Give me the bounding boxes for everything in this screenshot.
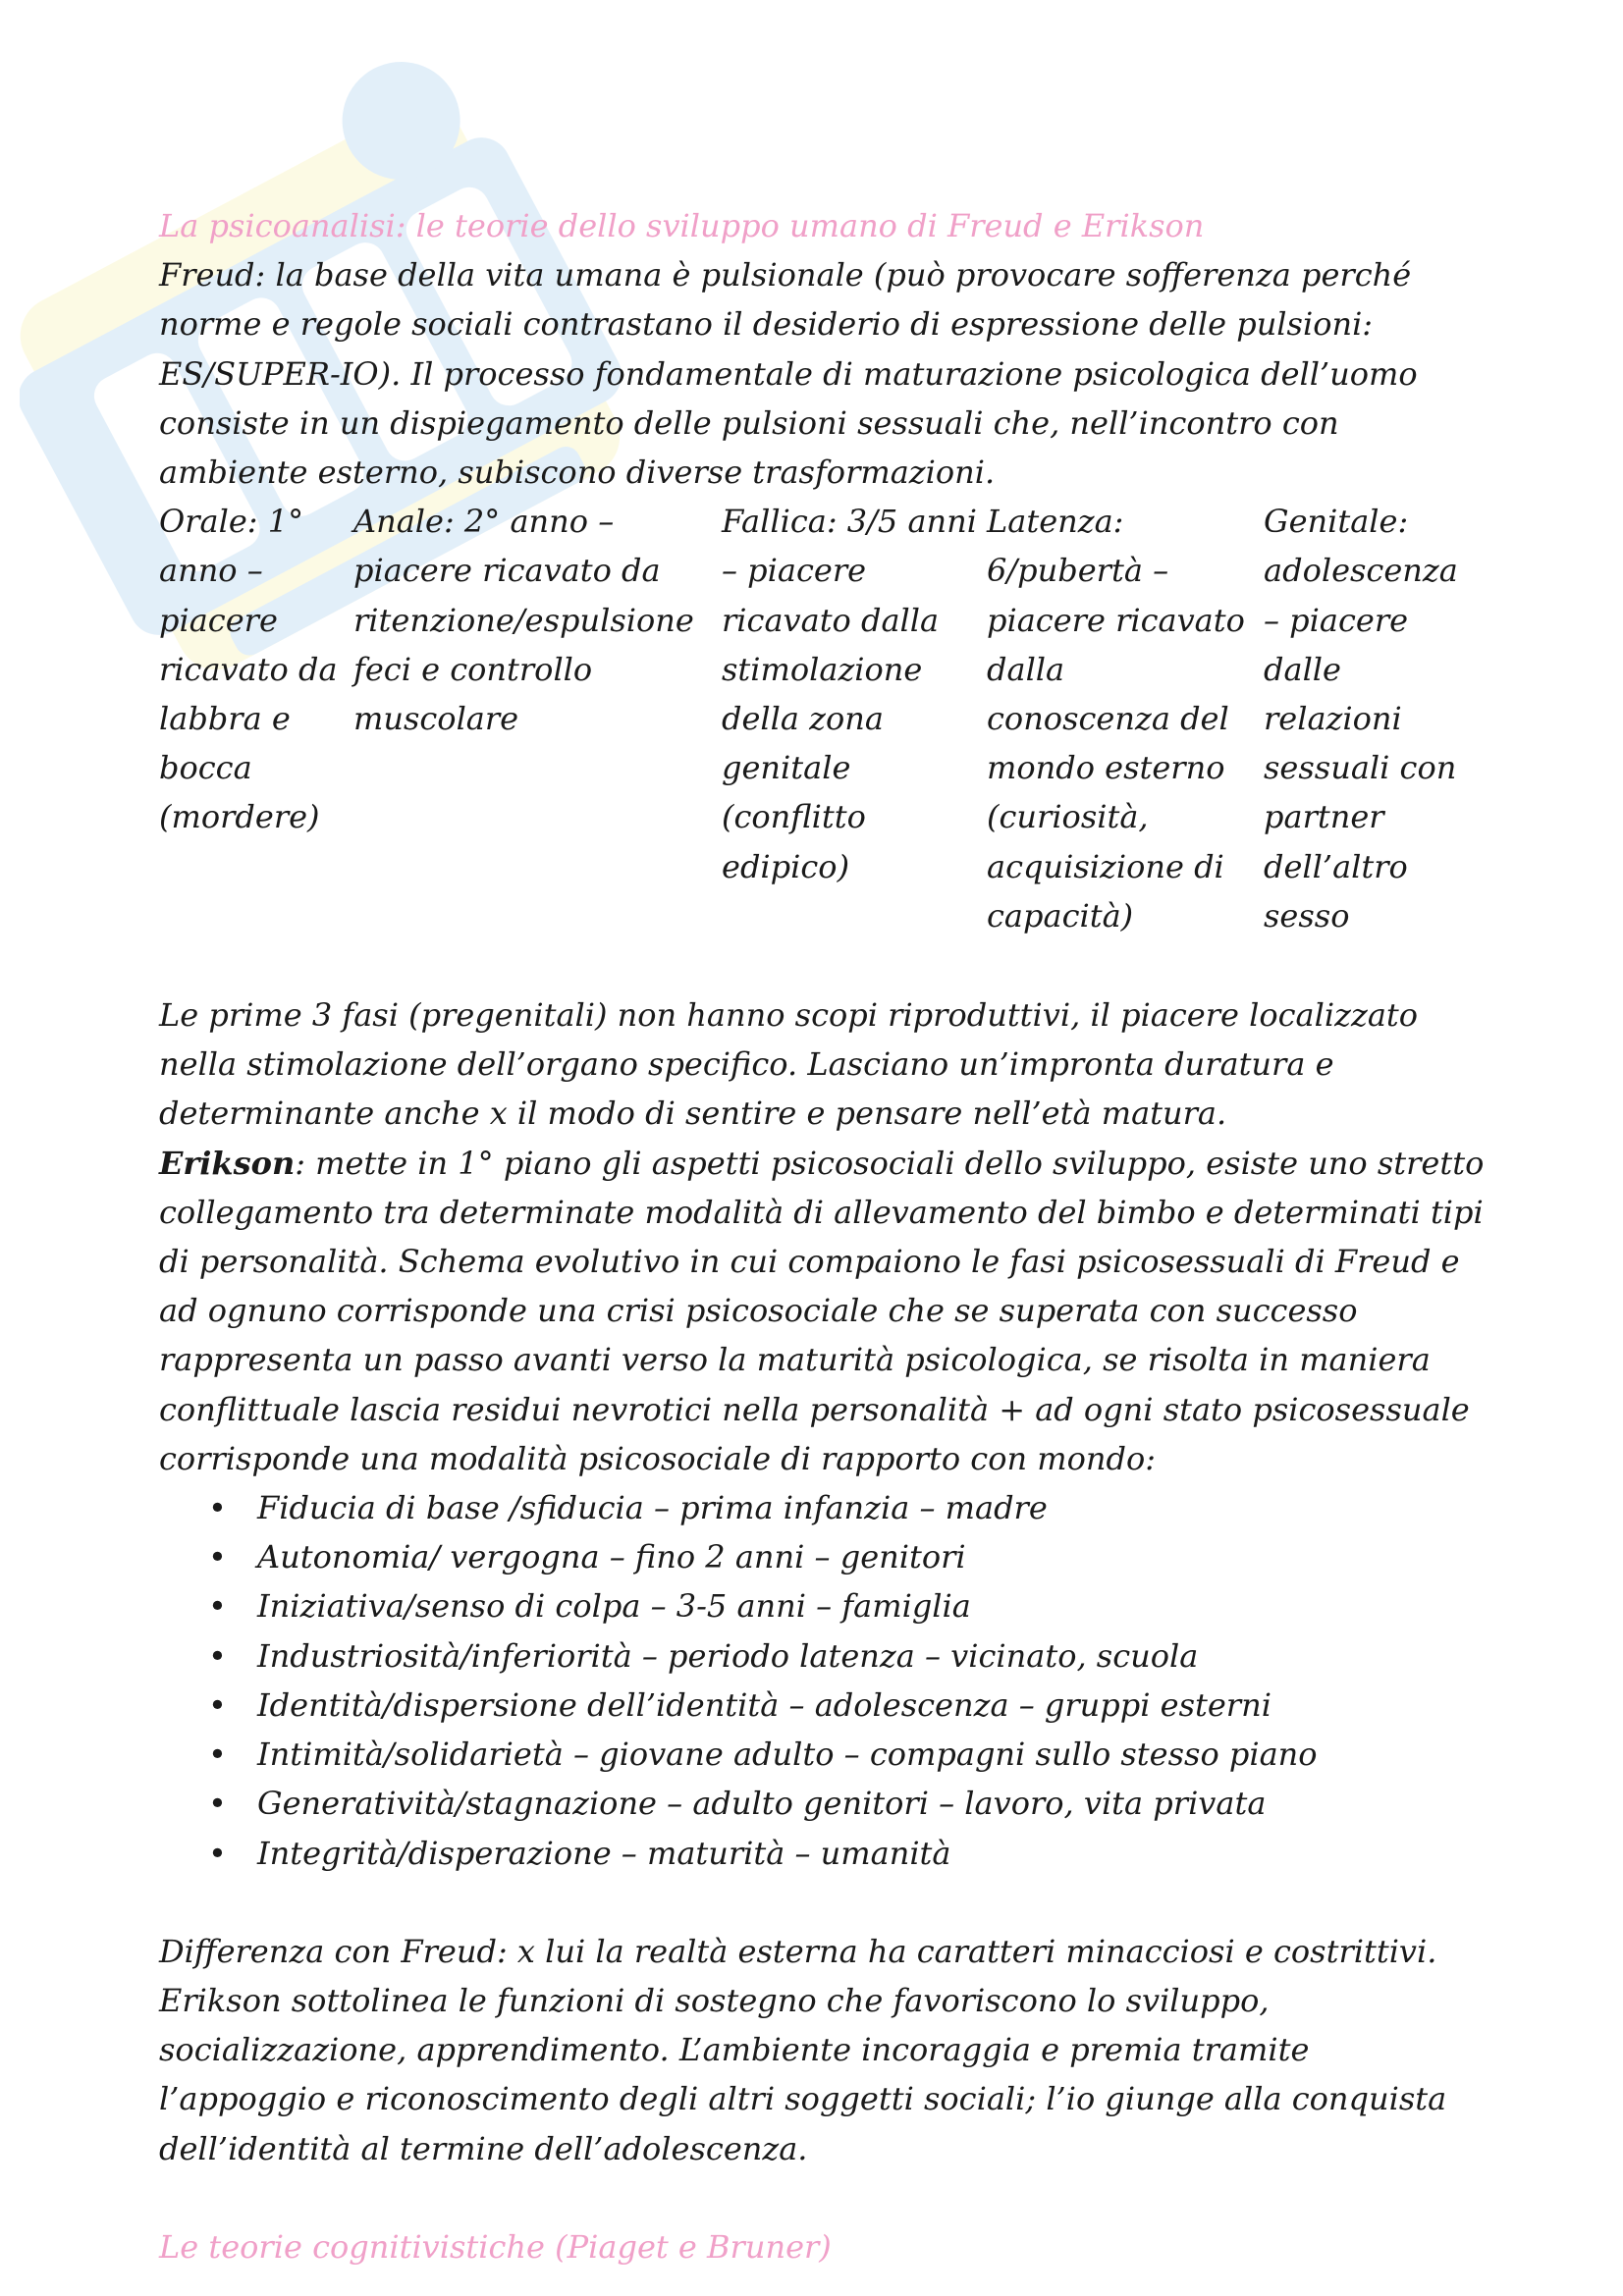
erikson-text: : mette in 1° piano gli aspetti psicosociali dello sviluppo, esiste uno stretto collegamento tra determinate modalità di allevamento del bimbo e determinati tipi di personalità. Schema evolutivo in cui compaiono le fasi psicosessuali di Freud e ad ognuno corrisponde una crisi psicosociale che se superata con successo rappresenta un passo avanti verso la maturità psicologica, se risolta in maniera conflittuale lascia residui nevrotici nella personalità + ad ogni stato psicosessuale corrisponde una modalità psicosociale di rapporto con mondo: — [159, 1144, 1485, 1477]
list-item: • Identità/dispersione dell’identità – adolescenza – gruppi esterni — [159, 1681, 1485, 1730]
freud-intro-paragraph: Freud: la base della vita umana è pulsionale (può provocare sofferenza perché norme e regole sociali contrastano il desiderio di espressione delle pulsioni: ES/SUPER-IO). Il processo fondamentale di maturazione psicologica dell’uomo consiste in un dispiegamento delle pulsioni sessuali che, nell’incontro con ambiente esterno, subiscono diverse trasformazioni. — [159, 256, 1418, 492]
stage-cell: Anale: 2° anno – piacere ricavato da ritenzione/espulsione feci e controllo muscolare — [353, 503, 694, 738]
stage-cell: Genitale: adolescenza – piacere dalle relazioni sessuali con partner dell’altro sesso — [1264, 503, 1458, 934]
difference-paragraph: Differenza con Freud: x lui la realtà esterna ha caratteri minacciosi e costrittivi. Erikson sottolinea le funzioni di sostegno che favoriscono lo sviluppo, socializzazione, apprendimento. L’ambiente incoraggia e premia tramite l’appoggio e riconoscimento degli altri soggetti sociali; l’io giunge alla conquista dell’identità al termine dell’adolescenza. — [159, 1932, 1447, 2167]
freud-stages-table — [159, 497, 1485, 940]
erikson-paragraph — [159, 1139, 1485, 1483]
stage-cell: Fallica: 3/5 anni – piacere ricavato dalla stimolazione della zona genitale (conflitto edipico) — [722, 503, 977, 885]
erikson-crisis-list — [159, 1483, 1485, 1878]
list-item: • Industriosità/inferiorità – periodo latenza – vicinato, scuola — [159, 1631, 1485, 1681]
stage-cell: Orale: 1° anno – piacere ricavato da labbra e bocca (mordere) — [159, 503, 338, 836]
document-page — [159, 201, 1485, 2271]
list-item: • Fiducia di base /sfiducia – prima infanzia – madre — [159, 1483, 1485, 1532]
list-item: • Integrità/disperazione – maturità – umanità — [159, 1829, 1485, 1878]
pregenital-paragraph: Le prime 3 fasi (pregenitali) non hanno scopi riproduttivi, il piacere localizzato nella stimolazione dell’organo specifico. Lasciano un’impronta duratura e determinante anche x il modo di sentire e pensare nell’età matura. — [159, 996, 1419, 1133]
list-item: • Iniziativa/senso di colpa – 3-5 anni – famiglia — [159, 1581, 1485, 1630]
stage-cell: Latenza: 6/pubertà – piacere ricavato dalla conoscenza del mondo esterno (curiosità, acquisizione di capacità) — [987, 503, 1245, 934]
list-item: • Intimità/solidarietà – giovane adulto – compagni sullo stesso piano — [159, 1730, 1485, 1779]
section-heading-psicoanalisi: La psicoanalisi: le teorie dello sviluppo umano di Freud e Erikson — [159, 207, 1205, 244]
erikson-name: Erikson — [159, 1144, 296, 1182]
section-heading-cognitivistiche: Le teorie cognitivistiche (Piaget e Bruner) — [159, 2227, 832, 2266]
list-item: • Generatività/stagnazione – adulto genitori – lavoro, vita privata — [159, 1779, 1485, 1828]
list-item: • Autonomia/ vergogna – fino 2 anni – genitori — [159, 1532, 1485, 1581]
